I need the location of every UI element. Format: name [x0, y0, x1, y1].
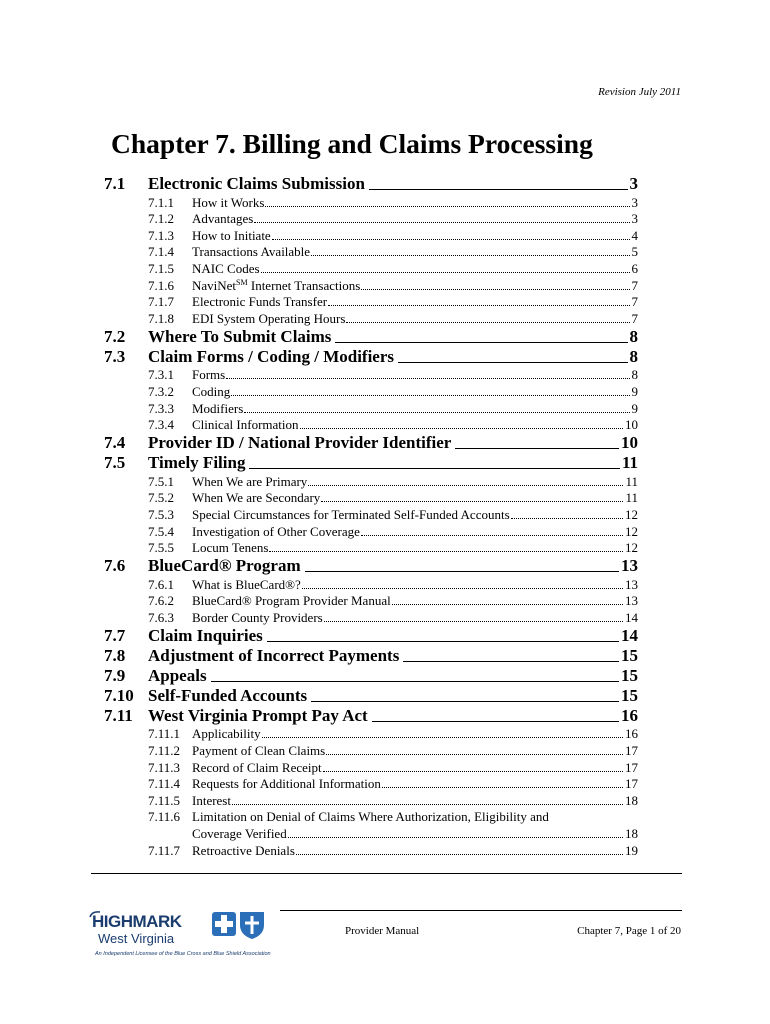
leader-dots: [226, 378, 629, 379]
subsection-title: [192, 524, 360, 540]
subsection-number: 7.1.7: [148, 294, 174, 310]
subsection-page: 19: [625, 842, 638, 858]
leader-dots: [326, 754, 623, 755]
leader-dots: [265, 206, 629, 207]
section-title: Appeals: [148, 665, 207, 685]
leader-dots: [323, 771, 623, 772]
section-page: 10: [621, 433, 638, 453]
toc-subsection[interactable]: [148, 383, 638, 400]
section-title: Claim Forms / Coding / Modifiers: [148, 346, 395, 366]
toc-subsection[interactable]: [148, 759, 638, 776]
leader-dots: [269, 551, 623, 552]
subsection-number: 7.6.3: [148, 609, 174, 625]
section-number: 7.5: [104, 453, 126, 473]
toc-section[interactable]: [104, 433, 638, 453]
leader-dots: [261, 272, 630, 273]
section-page: 16: [621, 705, 638, 725]
section-number: 7.2: [104, 326, 126, 346]
logo-region: West Virginia: [98, 931, 175, 946]
subsection-title: [192, 490, 320, 506]
toc-subsection[interactable]: [148, 842, 638, 859]
subsection-page: 11: [625, 490, 638, 506]
leader-dots: [254, 222, 629, 223]
subsection-title-text: Clinical Information: [192, 417, 299, 433]
subsection-title: [192, 507, 510, 523]
leader-dots: [262, 737, 623, 738]
subsection-number: 7.3.4: [148, 417, 174, 433]
subsection-page: 3: [631, 194, 638, 210]
subsection-title-text: How to Initiate: [192, 227, 271, 243]
section-title: Provider ID / National Provider Identifier: [148, 433, 452, 453]
subsection-title: [192, 743, 325, 759]
subsection-title: [192, 593, 391, 609]
subsection-page: 3: [631, 211, 638, 227]
blue-cross-icon: [212, 912, 236, 936]
subsection-title-text: When We are Secondary: [192, 490, 321, 506]
logo-brand: HIGHMARK: [92, 912, 182, 931]
subsection-title-text: Transactions Available: [192, 244, 311, 260]
toc-subsection[interactable]: [148, 294, 638, 311]
subsection-title: [192, 211, 253, 227]
subsection-page: 12: [625, 523, 638, 539]
toc-subsection[interactable]: [148, 244, 638, 261]
subsection-title-rest: Internet Transactions: [247, 277, 361, 293]
subsection-number: 7.11.4: [148, 776, 181, 792]
section-page: 15: [621, 685, 638, 705]
subsection-title-text: EDI System Operating Hours: [192, 310, 346, 326]
section-title: Self-Funded Accounts: [148, 685, 308, 705]
subsection-page: 18: [625, 792, 638, 808]
subsection-number: 7.3.1: [148, 367, 174, 383]
subsection-page: 17: [625, 743, 638, 759]
leader-dots: [328, 305, 629, 306]
toc-subsection[interactable]: [148, 523, 638, 540]
toc-subsection[interactable]: [148, 367, 638, 384]
subsection-title-text: Special Circumstances for Terminated Self-Funded Accounts: [192, 506, 510, 522]
section-number: 7.8: [104, 645, 126, 665]
subsection-title: [192, 776, 381, 792]
section-number: 7.4: [104, 433, 126, 453]
toc-subsection[interactable]: [148, 576, 638, 593]
subsection-number: 7.1.5: [148, 260, 174, 276]
leader-line: [335, 342, 627, 343]
blue-shield-icon: [240, 912, 264, 939]
leader-line: [398, 362, 627, 363]
subsection-page: 13: [625, 593, 638, 609]
toc-section[interactable]: [104, 686, 638, 706]
subsection-number: 7.5.1: [148, 473, 174, 489]
subsection-page: 4: [631, 227, 638, 243]
subsection-page: 16: [625, 726, 638, 742]
section-page: 8: [629, 346, 638, 366]
subsection-title: [192, 726, 261, 742]
footer-divider-short: [280, 910, 682, 911]
leader-dots: [321, 501, 623, 502]
toc-section[interactable]: [104, 327, 638, 347]
leader-dots: [296, 854, 623, 855]
subsection-number: 7.1.2: [148, 211, 174, 227]
section-number: 7.6: [104, 556, 126, 576]
subsection-page: 9: [631, 383, 638, 399]
subsection-title-text: Payment of Clean Claims: [192, 743, 326, 759]
subsection-title-text: Requests for Additional Information: [192, 776, 381, 792]
leader-dots: [324, 621, 623, 622]
subsection-title: [192, 610, 323, 626]
subsection-title-text: Interest: [192, 792, 231, 808]
section-title: West Virginia Prompt Pay Act: [148, 705, 368, 725]
subsection-title: [192, 577, 301, 593]
toc-section[interactable]: [104, 174, 638, 194]
leader-line: [311, 701, 619, 702]
leader-line: [267, 641, 619, 642]
section-page: 8: [629, 326, 638, 346]
toc-subsection-continued: [192, 825, 638, 842]
toc-section[interactable]: [104, 556, 638, 576]
subsection-title-text: Record of Claim Receipt: [192, 759, 322, 775]
leader-line: [211, 681, 619, 682]
section-number: 7.7: [104, 625, 126, 645]
leader-dots: [361, 289, 629, 290]
subsection-number: 7.11.6: [148, 809, 181, 825]
subsection-page: 7: [631, 277, 638, 293]
subsection-page: 7: [631, 294, 638, 310]
subsection-title-text: Applicability: [192, 726, 261, 742]
toc-subsection[interactable]: [148, 742, 638, 759]
service-mark: SM: [236, 277, 248, 287]
leader-dots: [231, 395, 629, 396]
toc-subsection[interactable]: [148, 211, 638, 228]
toc-subsection[interactable]: [148, 473, 638, 490]
section-number: 7.1: [104, 174, 126, 193]
subsection-title: [192, 474, 307, 490]
leader-dots: [308, 485, 623, 486]
toc-section[interactable]: [104, 453, 638, 473]
subsection-title-text: Coding: [192, 383, 231, 399]
subsection-number: 7.5.4: [148, 523, 174, 539]
subsection-page: 7: [631, 310, 638, 326]
subsection-title: [192, 793, 231, 809]
leader-dots: [288, 837, 623, 838]
subsection-page: 6: [631, 260, 638, 276]
revision-date: Revision July 2011: [598, 86, 681, 98]
toc-subsection[interactable]: [148, 400, 638, 417]
toc-subsection[interactable]: [148, 227, 638, 244]
footer-manual-name: Provider Manual: [345, 925, 420, 937]
subsection-page: 17: [625, 776, 638, 792]
footer-divider: [91, 873, 682, 874]
section-title: Adjustment of Incorrect Payments: [148, 645, 400, 665]
toc-subsection[interactable]: [148, 609, 638, 626]
toc-subsection[interactable]: [148, 776, 638, 793]
leader-line: [372, 721, 619, 722]
subsection-number: 7.5.3: [148, 506, 174, 522]
subsection-title-text: Advantages: [192, 211, 254, 227]
chapter-title: Chapter 7. Billing and Claims Processing: [111, 128, 593, 159]
subsection-page: 12: [625, 540, 638, 556]
subsection-title: [192, 367, 225, 383]
table-of-contents: [104, 174, 638, 859]
leader-line: [369, 189, 628, 190]
subsection-page: 11: [625, 473, 638, 489]
toc-section[interactable]: [104, 666, 638, 686]
toc-subsection[interactable]: [148, 490, 638, 507]
leader-dots: [382, 787, 623, 788]
toc-section[interactable]: [104, 347, 638, 367]
section-title: BlueCard® Program: [148, 556, 301, 576]
subsection-number: 7.11.5: [148, 792, 181, 808]
toc-subsection[interactable]: [148, 277, 638, 294]
footer-page-number: Chapter 7, Page 1 of 20: [577, 925, 681, 937]
leader-dots: [346, 322, 629, 323]
subsection-number: 7.11.7: [148, 842, 181, 858]
leader-dots: [511, 518, 623, 519]
leader-dots: [311, 255, 629, 256]
section-title: Timely Filing: [148, 453, 246, 473]
subsection-title: [192, 760, 322, 776]
subsection-title: [192, 294, 327, 310]
subsection-title: [192, 384, 230, 400]
logo-tagline: An Independent Licensee of the Blue Cross and Blue Shield Association: [95, 951, 271, 957]
section-title: Claim Inquiries: [148, 625, 263, 645]
subsection-title-text: How it Works: [192, 194, 265, 210]
subsection-title-text: Retroactive Denials: [192, 842, 295, 858]
toc-subsection[interactable]: [148, 726, 638, 743]
subsection-page: 9: [631, 400, 638, 416]
subsection-title: [192, 401, 243, 417]
subsection-page: 12: [625, 506, 638, 522]
leader-line: [455, 448, 619, 449]
leader-dots: [272, 239, 630, 240]
toc-subsection[interactable]: [148, 593, 638, 610]
section-number: 7.11: [104, 705, 133, 725]
section-number: 7.3: [104, 346, 126, 366]
subsection-page: 8: [631, 367, 638, 383]
subsection-title: [192, 195, 264, 211]
leader-dots: [244, 412, 629, 413]
subsection-title-text: Modifiers: [192, 400, 244, 416]
subsection-title: [192, 843, 295, 859]
section-page: 11: [621, 453, 638, 473]
subsection-title-text: Forms: [192, 367, 226, 383]
subsection-title: [192, 228, 271, 244]
leader-dots: [302, 588, 623, 589]
subsection-title-text: BlueCard® Program Provider Manual: [192, 593, 391, 609]
section-page: 3: [629, 174, 638, 193]
subsection-title-text: Locum Tenens: [192, 540, 269, 556]
subsection-page: 13: [625, 576, 638, 592]
subsection-title-text: Electronic Funds Transfer: [192, 294, 328, 310]
subsection-title: [192, 244, 310, 260]
subsection-page: 17: [625, 759, 638, 775]
subsection-page: 5: [631, 244, 638, 260]
toc-subsection[interactable]: [148, 310, 638, 327]
section-title: Where To Submit Claims: [148, 326, 332, 346]
subsection-title: [192, 540, 268, 556]
section-number: 7.9: [104, 665, 126, 685]
subsection-title-text: When We are Primary: [192, 473, 308, 489]
subsection-title-text: What is BlueCard®?: [192, 576, 301, 592]
section-title: Electronic Claims Submission: [148, 174, 365, 193]
leader-line: [305, 571, 619, 572]
subsection-number: 7.1.4: [148, 244, 174, 260]
toc-subsection[interactable]: [148, 792, 638, 809]
leader-line: [403, 661, 619, 662]
toc-subsection[interactable]: [148, 417, 638, 434]
leader-dots: [300, 428, 623, 429]
subsection-title-text: NAIC Codes: [192, 260, 260, 276]
leader-dots: [361, 535, 623, 536]
toc-subsection[interactable]: [148, 540, 638, 557]
subsection-number: 7.3.3: [148, 400, 174, 416]
toc-section[interactable]: [104, 706, 638, 726]
subsection-number: 7.5.2: [148, 490, 174, 506]
subsection-number: 7.1.6: [148, 277, 174, 293]
leader-dots: [232, 804, 623, 805]
subsection-number: 7.1.1: [148, 194, 174, 210]
leader-line: [249, 468, 619, 469]
subsection-number: 7.5.5: [148, 540, 174, 556]
toc-subsection[interactable]: [148, 809, 638, 826]
leader-dots: [392, 604, 623, 605]
subsection-title: [192, 311, 345, 327]
subsection-number: 7.11.3: [148, 759, 181, 775]
subsection-number: 7.11.1: [148, 726, 181, 742]
subsection-page: 10: [625, 417, 638, 433]
toc-section[interactable]: [104, 646, 638, 666]
subsection-title-text: Border County Providers: [192, 609, 323, 625]
subsection-number: 7.1.8: [148, 310, 174, 326]
toc-subsection[interactable]: [148, 506, 638, 523]
subsection-number: 7.6.1: [148, 576, 174, 592]
subsection-title: [192, 417, 299, 433]
subsection-page: 14: [625, 609, 638, 625]
section-page: 15: [621, 665, 638, 685]
subsection-title-text: Investigation of Other Coverage: [192, 523, 360, 539]
subsection-page: 18: [625, 826, 638, 842]
subsection-title: Limitation on Denial of Claims Where Authorization, Eligibility and: [192, 809, 549, 825]
subsection-title: [192, 278, 360, 294]
section-number: 7.10: [104, 685, 134, 705]
toc-subsection[interactable]: [148, 194, 638, 211]
toc-subsection[interactable]: [148, 260, 638, 277]
subsection-number: 7.6.2: [148, 593, 174, 609]
subsection-title-text: NaviNet: [192, 277, 237, 293]
subsection-title-continued: Coverage Verified: [192, 826, 287, 842]
subsection-number: 7.11.2: [148, 743, 181, 759]
subsection-title: [192, 261, 260, 277]
section-page: 14: [621, 625, 638, 645]
section-page: 13: [621, 556, 638, 576]
subsection-number: 7.1.3: [148, 227, 174, 243]
section-page: 15: [621, 645, 638, 665]
toc-section[interactable]: [104, 626, 638, 646]
subsection-number: 7.3.2: [148, 383, 174, 399]
